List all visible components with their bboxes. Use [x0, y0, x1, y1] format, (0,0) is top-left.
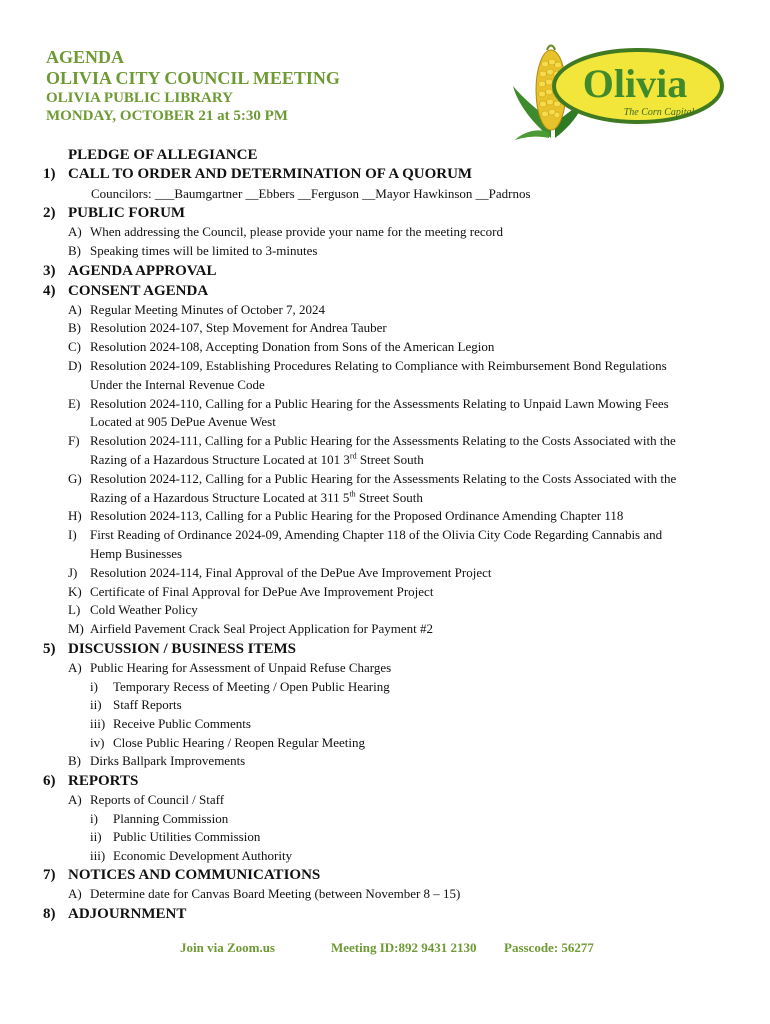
section-7: 7) NOTICES AND COMMUNICATIONS: [43, 867, 321, 884]
section-2: 2) PUBLIC FORUM: [43, 205, 186, 221]
sub-item: ii) Staff Reports: [90, 697, 182, 713]
section-6: 6) REPORTS: [43, 772, 139, 789]
meeting-id: Meeting ID:892 9431 2130: [331, 940, 477, 955]
section-8: 8) ADJOURNMENT: [43, 906, 187, 923]
list-item: B) Resolution 2024-107, Step Movement for Andrea Tauber: [68, 320, 387, 336]
list-item: A) When addressing the Council, please provide your name for the meeting record: [68, 224, 503, 239]
olivia-corn-logo: [511, 42, 726, 142]
list-item: K) Certificate of Final Approval for DePue Ave Improvement Project: [68, 583, 434, 599]
list-item: L) Cold Weather Policy: [68, 602, 198, 618]
list-item: A) Regular Meeting Minutes of October 7, 2024: [68, 301, 326, 317]
sub-item: i) Planning Commission: [90, 810, 229, 826]
zoom-link[interactable]: Join via Zoom.us: [180, 940, 275, 955]
sub-item: i) Temporary Recess of Meeting / Open Public Hearing: [90, 678, 390, 694]
list-item: J) Resolution 2024-114, Final Approval of the DePue Ave Improvement Project: [68, 564, 492, 580]
sub-item: iii) Economic Development Authority: [90, 847, 293, 863]
list-item: C) Resolution 2024-108, Accepting Donation from Sons of the American Legion: [68, 339, 495, 355]
logo-tagline: The Corn Capital: [623, 107, 695, 118]
logo-name: Olivia: [582, 61, 688, 106]
list-item: H) Resolution 2024-113, Calling for a Public Hearing for the Proposed Ordinance Amending Chapter 118: [68, 508, 624, 524]
list-item: D) Resolution 2024-109, Establishing Procedures Relating to Compliance with Reimbursement Bond Regulations Under the Internal Revenue Code: [68, 357, 667, 392]
sub-item: iii) Receive Public Comments: [90, 715, 251, 731]
list-item: G) Resolution 2024-112, Calling for a Public Hearing for the Assessments Relating to the Costs Associated with the Razing of a Hazardous Structure Located at 311 5th Street South: [68, 470, 677, 505]
section-5: 5) DISCUSSION / BUSINESS ITEMS: [43, 640, 297, 657]
section-4: 4) CONSENT AGENDA: [43, 282, 209, 299]
meeting-title: OLIVIA CITY COUNCIL MEETING: [46, 68, 340, 88]
list-item: B) Dirks Ballpark Improvements: [68, 753, 246, 769]
list-item: E) Resolution 2024-110, Calling for a Public Hearing for the Assessments Relating to Unpaid Lawn Mowing Fees Located at 905 DePue Avenue West: [68, 395, 669, 430]
councilors-roll: Councilors: ___Baumgartner __Ebbers __Ferguson __Mayor Hawkinson __Padrnos: [91, 186, 531, 201]
list-item: I) First Reading of Ordinance 2024-09, Amending Chapter 118 of the Olivia City Code Regarding Cannabis and Hemp Businesses: [68, 527, 663, 561]
agenda-body: [0, 145, 770, 924]
passcode: Passcode: 56277: [504, 940, 594, 955]
meeting-location: OLIVIA PUBLIC LIBRARY: [46, 90, 234, 106]
list-item: F) Resolution 2024-111, Calling for a Public Hearing for the Assessments Relating to the Costs Associated with the Razing of a Hazardous Structure Located at 101 3rd Street South: [68, 433, 676, 467]
sub-item: ii) Public Utilities Commission: [90, 829, 261, 845]
meeting-datetime: MONDAY, OCTOBER 21 at 5:30 PM: [46, 108, 288, 124]
list-item: A) Determine date for Canvas Board Meeting (between November 8 – 15): [68, 886, 461, 902]
agenda-header: [46, 47, 340, 125]
list-item: A) Public Hearing for Assessment of Unpaid Refuse Charges: [68, 659, 392, 675]
sub-item: iv) Close Public Hearing / Reopen Regular Meeting: [90, 734, 366, 750]
section-1: 1) CALL TO ORDER AND DETERMINATION OF A QUORUM: [43, 166, 473, 182]
list-item: M) Airfield Pavement Crack Seal Project Application for Payment #2: [68, 621, 433, 637]
list-item: A) Reports of Council / Staff: [68, 791, 225, 807]
list-item: B) Speaking times will be limited to 3-minutes: [68, 242, 318, 258]
section-3: 3) AGENDA APPROVAL: [43, 262, 217, 279]
agenda-title: AGENDA: [46, 47, 125, 67]
pledge: PLEDGE OF ALLEGIANCE: [68, 147, 258, 163]
